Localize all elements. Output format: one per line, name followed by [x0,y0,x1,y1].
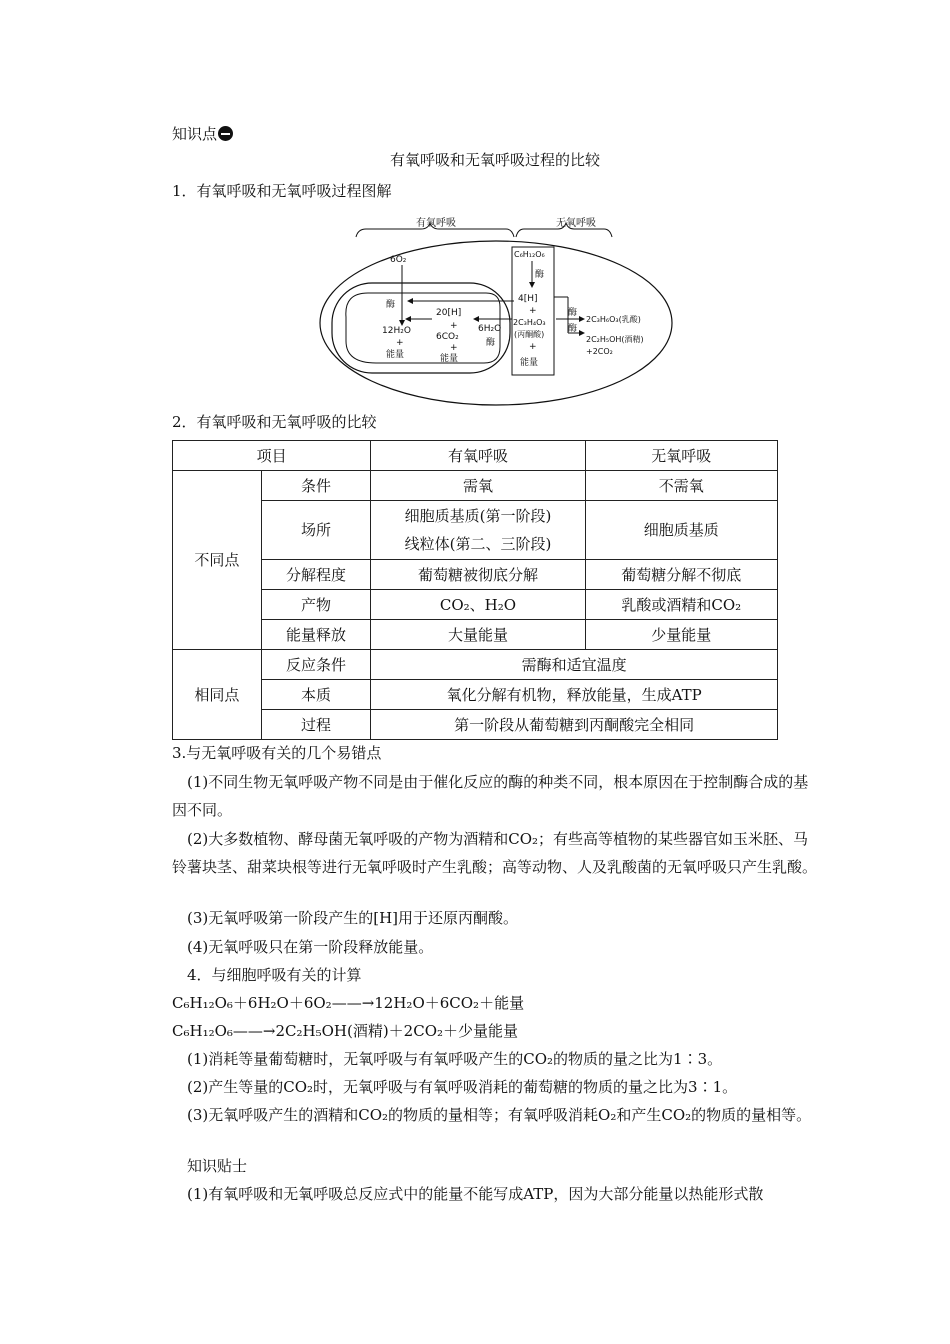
table-cell: 本质 [261,680,371,710]
table-cell: 大量能量 [371,620,585,650]
table-row [173,620,778,650]
h2o-6-text: 6H₂O [478,324,502,334]
table-cell [371,501,585,560]
location-line-2: 线粒体(第二、三阶段) [404,535,552,553]
co2-2-text: +2CO₂ [586,347,613,356]
paragraph: (1)有氧呼吸和无氧呼吸总反应式中的能量不能写成ATP，因为大部分能量以热能形式散 [187,1185,764,1203]
o2-text: 6O₂ [390,255,407,265]
subheading-diagram: 1．有氧呼吸和无氧呼吸过程图解 [172,182,392,200]
energy-text-3: 能量 [520,358,539,368]
table-row [173,560,778,590]
plus-text-2: + [450,321,458,331]
tips-heading: 知识贴士 [187,1157,248,1175]
table-row [173,710,778,740]
table-row [173,590,778,620]
lactic-acid-text: 2C₃H₆O₃(乳酸) [586,315,641,324]
knowledge-point-label [172,124,233,144]
table-cell: 能量释放 [261,620,371,650]
co2-6-text: 6CO₂ [436,332,459,342]
table-cell: 需氧 [371,471,585,501]
equation-anaerobic: C₆H₁₂O₆——→2C₂H₅OH(酒精)＋2CO₂＋少量能量 [172,1022,519,1040]
plus-text-3: + [450,343,458,353]
h20-text: 20[H] [436,308,462,318]
paragraph: (2)产生等量的CO₂时，无氧呼吸与有氧呼吸消耗的葡萄糖的物质的量之比为3∶1。 [187,1078,738,1096]
glucose-text: C₆H₁₂O₆ [514,250,545,259]
plus-text-5: + [529,342,537,352]
header-aerobic: 有氧呼吸 [371,441,585,471]
diff-label: 不同点 [173,471,262,650]
table-row [173,650,778,680]
subheading-comparison: 2．有氧呼吸和无氧呼吸的比较 [172,413,377,431]
equation-aerobic: C₆H₁₂O₆＋6H₂O＋6O₂——→12H₂O＋6CO₂＋能量 [172,994,525,1012]
pyruvate-text: 2C₃H₄O₃ [513,318,546,327]
table-header-row [173,441,778,471]
location-line-1: 细胞质基质(第一阶段) [404,507,552,525]
table-row [173,680,778,710]
section-title: 有氧呼吸和无氧呼吸过程的比较 [389,151,600,169]
table-cell: 乳酸或酒精和CO₂ [585,590,777,620]
table-cell: 产物 [261,590,371,620]
energy-text-1: 能量 [386,350,405,360]
table-cell: 场所 [261,501,371,560]
enzyme-text-3: 酶 [535,270,545,280]
subheading-calculation: 4．与细胞呼吸有关的计算 [187,966,362,984]
table-cell: 氧化分解有机物，释放能量，生成ATP [371,680,778,710]
table-row [173,471,778,501]
enzyme-text-2: 酶 [486,338,496,348]
paragraph: (2)大多数植物、酵母菌无氧呼吸的产物为酒精和CO₂；有些高等植物的某些器官如玉米胚、马铃薯块茎、甜菜块根等进行无氧呼吸时产生乳酸；高等动物、人及乳酸菌的无氧呼吸只产生乳酸。 [172,830,818,876]
h2o-12-text: 12H₂O [382,326,411,336]
paragraph: (3)无氧呼吸第一阶段产生的[H]用于还原丙酮酸。 [187,909,519,927]
header-anaerobic: 无氧呼吸 [585,441,777,471]
number-one-circle-icon [218,126,233,141]
paragraph: (4)无氧呼吸只在第一阶段释放能量。 [187,938,434,956]
table-cell: 条件 [261,471,371,501]
header-item: 项目 [173,441,371,471]
table-cell: 不需氧 [585,471,777,501]
knowledge-point-text: 知识点 [172,125,218,143]
table-cell: 过程 [261,710,371,740]
anaerobic-label: 无氧呼吸 [556,218,596,229]
same-label: 相同点 [173,650,262,740]
enzyme-text-5: 酶 [568,324,578,334]
subheading-pitfalls: 3.与无氧呼吸有关的几个易错点 [172,744,382,762]
enzyme-text-1: 酶 [386,300,396,310]
h4-text: 4[H] [518,294,538,304]
plus-text-4: + [529,306,537,316]
table-cell: 少量能量 [585,620,777,650]
mitochondrion-inner [346,293,500,363]
table-cell: 第一阶段从葡萄糖到丙酮酸完全相同 [371,710,778,740]
energy-text-2: 能量 [440,354,459,364]
paragraph: (1)不同生物无氧呼吸产物不同是由于催化反应的酶的种类不同，根本原因在于控制酶合成的基因不同。 [172,773,809,819]
ethanol-text: 2C₂H₅OH(酒精) [586,335,644,344]
pyruvate-name-text: (丙酮酸) [514,330,545,339]
paragraph: (3)无氧呼吸产生的酒精和CO₂的物质的量相等；有氧呼吸消耗O₂和产生CO₂的物质的量相等。 [187,1106,812,1124]
enzyme-text-4: 酶 [568,308,578,318]
table-row [173,501,778,560]
paragraph: (1)消耗等量葡萄糖时，无氧呼吸与有氧呼吸产生的CO₂的物质的量之比为1∶3。 [187,1050,723,1068]
table-cell: 葡萄糖被彻底分解 [371,560,585,590]
table-cell: 分解程度 [261,560,371,590]
comparison-table [172,440,778,740]
table-cell: 需酶和适宜温度 [371,650,778,680]
table-cell: CO₂、H₂O [371,590,585,620]
table-cell: 反应条件 [261,650,371,680]
plus-text-1: + [396,338,404,348]
table-cell: 葡萄糖分解不彻底 [585,560,777,590]
aerobic-label: 有氧呼吸 [416,218,456,229]
table-cell: 细胞质基质 [585,501,777,560]
respiration-diagram [316,207,676,407]
